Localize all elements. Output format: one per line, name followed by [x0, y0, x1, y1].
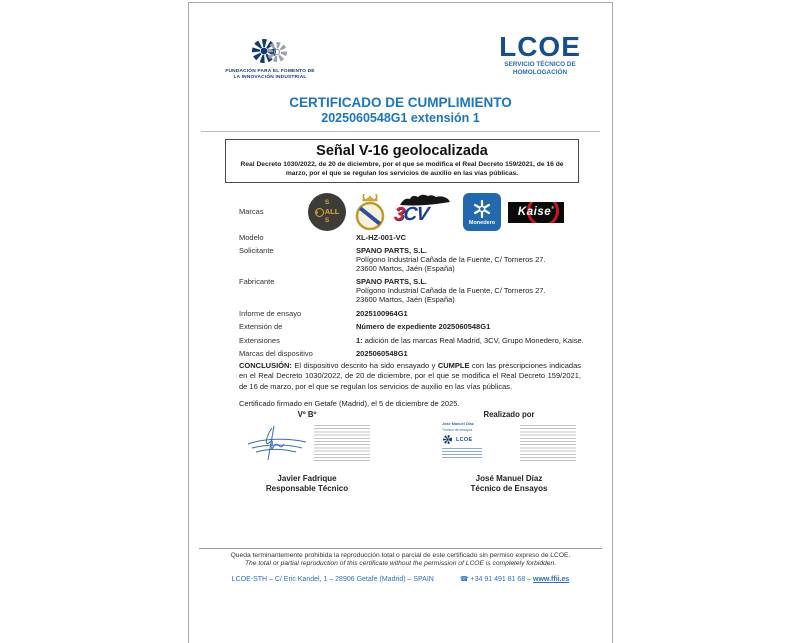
fabricante-name: SPANO PARTS, S.L. [356, 277, 427, 286]
modelo-label: Modelo [239, 233, 264, 242]
ffii-logo [207, 35, 333, 81]
stamp-signer-role: Técnico de ensayos [442, 427, 473, 432]
kaise-label: Kaise [517, 206, 552, 218]
monedero-snowflake-icon [472, 199, 492, 219]
digital-signature-details-left [314, 425, 370, 461]
stamp-lcoe-text: LCOE [456, 436, 473, 443]
3cv-brand-logo [394, 192, 456, 232]
fabricante-address2: 23600 Martos, Jaén (España) [356, 295, 455, 304]
conclusion-paragraph [239, 361, 581, 392]
product-title: Señal V-16 geolocalizada [316, 143, 488, 159]
modelo-value: XL-HZ-001-VC [356, 233, 407, 242]
footer-phone: ☎ +34 91 491 81 68 – [459, 575, 532, 583]
extension-de-value: Número de expediente 2025060548G1 [356, 322, 491, 331]
informe-value: 2025100964G1 [356, 308, 408, 318]
vobo-heading: Vº Bº [297, 410, 317, 419]
field-row-fabricante [239, 277, 584, 304]
real-madrid-crest-logo [353, 192, 387, 232]
ffii-gear-icon [207, 35, 333, 69]
certificate-title [189, 95, 612, 126]
solicitante-address2: 23600 Martos, Jaén (España) [356, 264, 455, 273]
extensiones-number: 1: [356, 335, 363, 345]
signed-statement: Certificado firmado en Getafe (Madrid), el 5 de diciembre de 2025. [239, 399, 460, 408]
sos-all-letters: ALL [324, 207, 340, 217]
lcoe-logo [489, 33, 591, 77]
extensiones-text: adición de las marcas Real Madrid, 3CV, Grupo Monedero, Kaise. [362, 335, 584, 345]
product-regulation: Real Decreto 1030/2022, de 20 de diciembre, por el que se modifica el Real Decreto 159/2021, de 16 de marzo, por el que se regulan los servicios de auxilio en las vías públicas. [240, 161, 564, 177]
lcoe-acronym: LCOE [499, 31, 581, 62]
kaise-registered-mark: ® [551, 204, 555, 210]
kaise-brand-logo [508, 202, 564, 223]
fabricante-label: Fabricante [239, 277, 275, 286]
field-row-solicitante [239, 246, 584, 273]
footer-contact-line [199, 575, 602, 584]
ffii-name-line1: FUNDACIÓN PARA EL FOMENTO DE [225, 69, 315, 74]
certificate-number: 2025060548G1 extensión 1 [321, 111, 480, 125]
marcas-dispositivo-label: Marcas del dispositivo [239, 348, 313, 358]
certificate-page [188, 2, 613, 643]
conclusion-body-before: El dispositivo descrito ha sido ensayado y [291, 361, 438, 370]
extension-de-label: Extensión de [239, 322, 283, 331]
handwritten-signature-icon [244, 422, 310, 464]
stamp-detail-lines [442, 448, 482, 458]
conclusion-emphasis: CUMPLE [437, 361, 470, 370]
realizado-por-heading: Realizado por [483, 410, 535, 419]
brands-label: Marcas [239, 207, 264, 216]
footer-address: LCOE-STH – C/ Eric Kandel, 1 – 28906 Getafe (Madrid) – SPAIN [231, 575, 434, 583]
3cv-letters: CV [402, 204, 430, 225]
solicitante-name: SPANO PARTS, S.L. [356, 246, 427, 255]
solicitante-address1: Polígono Industrial Cañada de la Fuente, C/ Torneros 27. [356, 255, 546, 264]
sos-bottom-letter: S [324, 216, 330, 224]
marcas-dispositivo-value: 2025060548G1 [356, 348, 408, 358]
stamp-signer-name: José Manuel Díaz [442, 422, 474, 426]
signer-right-role: Técnico de Ensayos [470, 484, 548, 493]
product-box [225, 139, 579, 183]
field-row-extensiones [239, 336, 584, 345]
footer-website-link[interactable]: www.ffii.es [533, 575, 570, 583]
certificate-title-line1: CERTIFICADO DE CUMPLIMIENTO [289, 95, 512, 110]
sos-all-brand-logo [308, 193, 346, 231]
conclusion-lead: CONCLUSIÓN: [239, 361, 292, 370]
digital-stamp [442, 422, 516, 458]
ffii-name-line2: LA INNOVACIÓN INDUSTRIAL [233, 75, 307, 80]
lcoe-subtitle-line1: SERVICIO TÉCNICO DE [504, 61, 576, 68]
field-row-marcas-dispositivo [239, 349, 584, 358]
solicitante-label: Solicitante [239, 246, 274, 255]
header-divider [201, 131, 600, 132]
signer-left-name: Javier Fadrique [277, 474, 337, 483]
field-row-modelo [239, 233, 584, 242]
stamp-gear-icon [442, 434, 453, 445]
digital-signature-details-right [520, 425, 576, 461]
sos-top-letter: S [324, 199, 330, 206]
certificate-footer [199, 548, 602, 584]
field-row-informe [239, 309, 584, 318]
conclusion-body-after: con las prescripciones indicadas en el Real Decreto 1030/2022, de 20 de diciembre, por el que se modifica el Real Decreto 159/2021, de 16 de marzo, por el que se regulan los servicios de auxilio en las vías públicas. [239, 361, 581, 391]
footer-divider [199, 548, 602, 549]
brand-logos-row [308, 191, 564, 233]
field-row-extension-de [239, 322, 584, 331]
lcoe-subtitle-line2: HOMOLOGACIÓN [512, 69, 568, 76]
signature-block-right [417, 410, 601, 494]
monedero-label: Monedero [468, 219, 496, 226]
monedero-brand-logo [463, 193, 501, 231]
signature-block-left [219, 410, 395, 494]
3cv-digit: 3 [392, 204, 405, 225]
footer-legal-es: Queda terminantemente prohibida la reproducción total o parcial de este certificado sin permiso expreso de LCOE. [230, 552, 571, 559]
certificate-fields [239, 233, 584, 361]
sos-ring-icon [315, 208, 324, 217]
signer-right-name: José Manuel Díaz [475, 474, 543, 483]
fabricante-address1: Polígono Industrial Cañada de la Fuente, C/ Torneros 27. [356, 286, 546, 295]
footer-legal-en: The total or partial reproduction of this certificate without the permission of LCOE is completely forbidden. [244, 560, 557, 568]
extensiones-label: Extensiones [239, 335, 280, 345]
informe-label: Informe de ensayo [239, 308, 302, 318]
signer-left-role: Responsable Técnico [265, 484, 349, 493]
